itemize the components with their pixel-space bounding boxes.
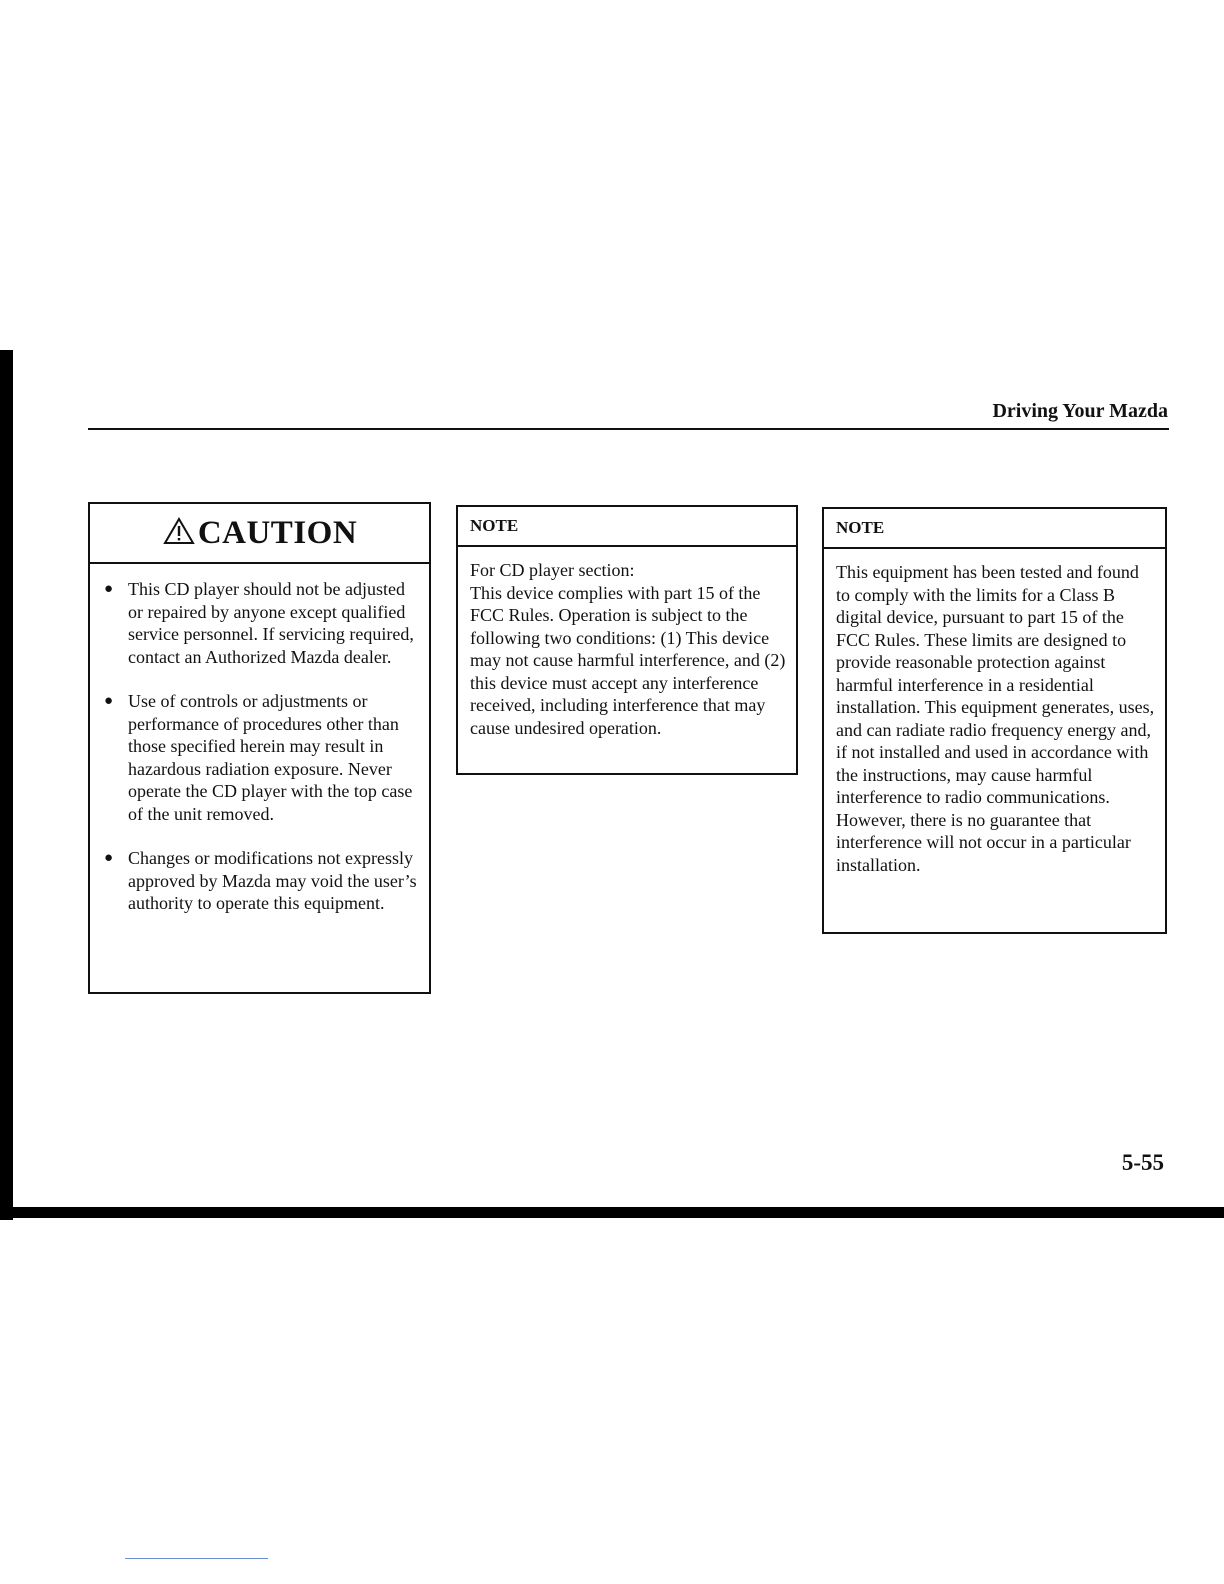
header-divider [88, 428, 1169, 430]
note-intro: For CD player section: [470, 560, 635, 580]
note-body [458, 547, 796, 739]
section-title: Driving Your Mazda [992, 400, 1168, 422]
caution-item [102, 847, 417, 915]
note-body [824, 549, 1165, 876]
caution-item-text: Use of controls or adjustments or performance of procedures other than those specified herein may result in hazardous radiation exposure. Never operate the CD player with the top case of the unit removed. [128, 691, 413, 824]
note-title: NOTE [824, 509, 1165, 549]
note-text: This device complies with part 15 of the FCC Rules. Operation is subject to the following two conditions: (1) This device may not cause harmful interference, and (2) this device must accept any interference received, including interference that may cause undesired operation. [470, 582, 786, 738]
caution-item-text: This CD player should not be adjusted or repaired by anyone except qualified service personnel. If servicing required, contact an Authorized Mazda dealer. [128, 579, 414, 667]
bottom-edge-bar [0, 1207, 1224, 1218]
caution-box [88, 502, 431, 994]
caution-item-text: Changes or modifications not expressly approved by Mazda may void the user’s authority to operate this equipment. [128, 848, 417, 913]
caution-item [102, 578, 417, 668]
bullet-icon: ● [104, 693, 114, 709]
caution-list [90, 564, 429, 915]
caution-title: CAUTION [197, 514, 358, 551]
cd-player-note-box [456, 505, 798, 775]
note-title: NOTE [458, 507, 796, 547]
warning-triangle-icon [162, 516, 196, 546]
bullet-icon: ● [104, 850, 114, 866]
bullet-icon: ● [104, 581, 114, 597]
caution-header [90, 504, 429, 564]
page-number: 5-55 [1121, 1150, 1164, 1175]
footer-divider [125, 1558, 268, 1559]
note-text: This equipment has been tested and found to comply with the limits for a Class B digital device, pursuant to part 15 of the FCC Rules. These limits are designed to provide reasonable protection against harmful interference in a residential installation. This equipment generates, uses, and can radiate radio frequency energy and, if not installed and used in accordance with the instructions, may cause harmful interference to radio communications. However, there is no guarantee that interference will not occur in a particular installation. [836, 562, 1155, 875]
caution-item [102, 690, 417, 825]
fcc-note-box [822, 507, 1167, 934]
left-edge-bar [0, 350, 13, 1220]
